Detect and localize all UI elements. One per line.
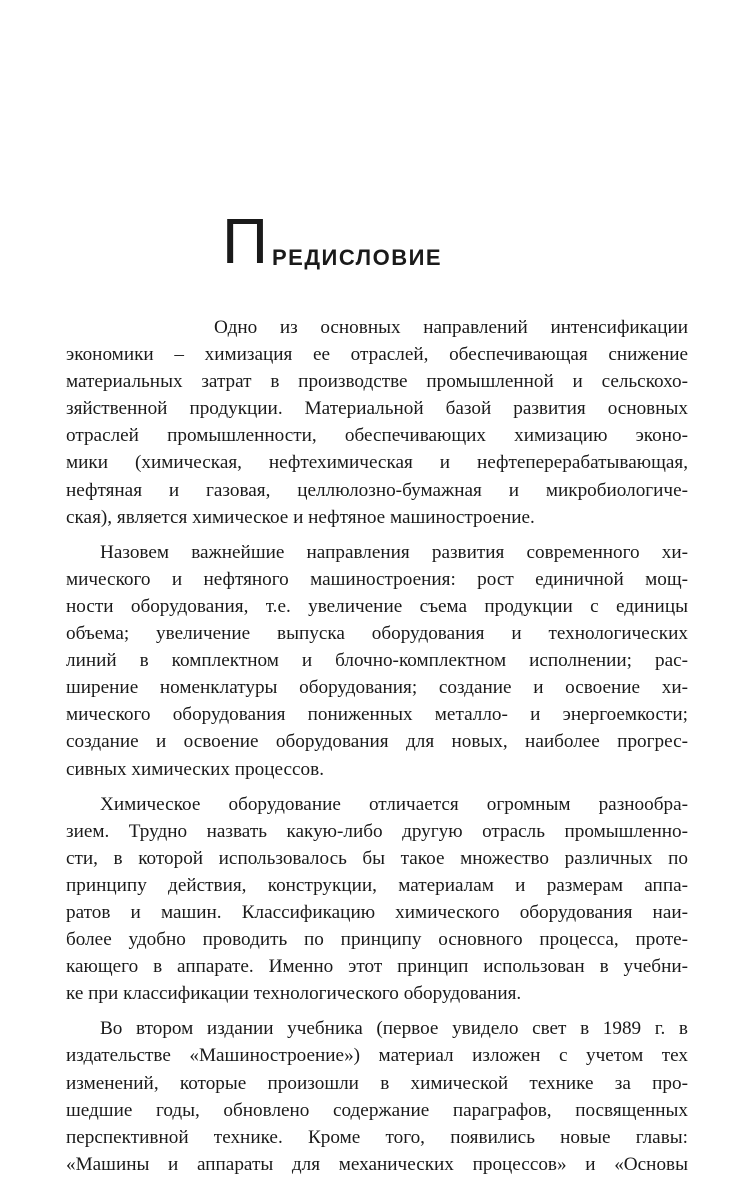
text-line: кающего в аппарате. Именно этот принцип использован в учебни- bbox=[66, 956, 688, 978]
paragraph-3 bbox=[66, 791, 688, 1008]
body-text bbox=[66, 314, 688, 1186]
text-line: экономики – химизация ее отраслей, обеспечивающая снижение bbox=[66, 344, 688, 366]
text-line: «Машины и аппараты для механических процессов» и «Основы bbox=[66, 1153, 688, 1175]
text-line: ке при классификации технологического оборудования. bbox=[66, 983, 522, 1005]
chapter-heading bbox=[222, 205, 443, 277]
text-line: мического и нефтяного машиностроения: рост единичной мощ- bbox=[66, 568, 688, 590]
paragraph-1 bbox=[66, 314, 688, 531]
text-line: материальных затрат в производстве промышленной и сельскохо- bbox=[66, 371, 688, 393]
text-line: Одно из основных направлений интенсификации bbox=[214, 317, 688, 338]
text-line: принципу действия, конструкции, материалам и размерам аппа- bbox=[66, 874, 688, 896]
text-line: мики (химическая, нефтехимическая и нефтеперерабатывающая, bbox=[66, 452, 688, 474]
text-line: сти, в которой использовалось бы такое множество различных по bbox=[66, 847, 688, 869]
text-line: издательстве «Машиностроение») материал изложен с учетом тех bbox=[66, 1045, 688, 1067]
text-line: мического оборудования пониженных металло- и энергоемкости; bbox=[66, 704, 688, 726]
text-line: создание и освоение оборудования для новых, наиболее прогрес- bbox=[66, 731, 688, 753]
text-line: объема; увеличение выпуска оборудования и технологических bbox=[66, 623, 688, 645]
text-line: шедшие годы, обновлено содержание параграфов, посвященных bbox=[66, 1099, 688, 1121]
text-line: ская), является химическое и нефтяное машиностроение. bbox=[66, 506, 535, 528]
heading-initial-letter: П bbox=[222, 205, 268, 277]
text-line: зием. Трудно назвать какую-либо другую отрасль промышленно- bbox=[66, 820, 688, 842]
paragraph-2 bbox=[66, 539, 688, 783]
text-line: отраслей промышленности, обеспечивающих химизацию эконо- bbox=[66, 425, 688, 447]
text-line: ности оборудования, т.е. увеличение съема продукции с единицы bbox=[66, 595, 688, 617]
text-line: Химическое оборудование отличается огромным разнообра- bbox=[100, 793, 688, 815]
text-line: линий в комплектном и блочно-комплектном исполнении; рас- bbox=[66, 650, 688, 672]
heading-rest: РЕДИСЛОВИЕ bbox=[272, 245, 443, 270]
text-line: более удобно проводить по принципу основного процесса, проте- bbox=[66, 929, 688, 951]
text-line: изменений, которые произошли в химической технике за про- bbox=[66, 1072, 688, 1094]
text-line: ратов и машин. Классификацию химического оборудования наи- bbox=[66, 901, 688, 923]
text-line: ширение номенклатуры оборудования; создание и освоение хи- bbox=[66, 677, 688, 699]
text-line: перспективной технике. Кроме того, появились новые главы: bbox=[66, 1126, 688, 1148]
text-line: Назовем важнейшие направления развития современного хи- bbox=[100, 541, 688, 563]
paragraph-4 bbox=[66, 1015, 688, 1178]
text-line: сивных химических процессов. bbox=[66, 758, 325, 780]
text-line: Во втором издании учебника (первое увидело свет в 1989 г. в bbox=[100, 1018, 688, 1040]
text-line: нефтяная и газовая, целлюлозно-бумажная и микробиологиче- bbox=[66, 479, 688, 501]
text-line: зяйственной продукции. Материальной базой развития основных bbox=[66, 398, 688, 420]
